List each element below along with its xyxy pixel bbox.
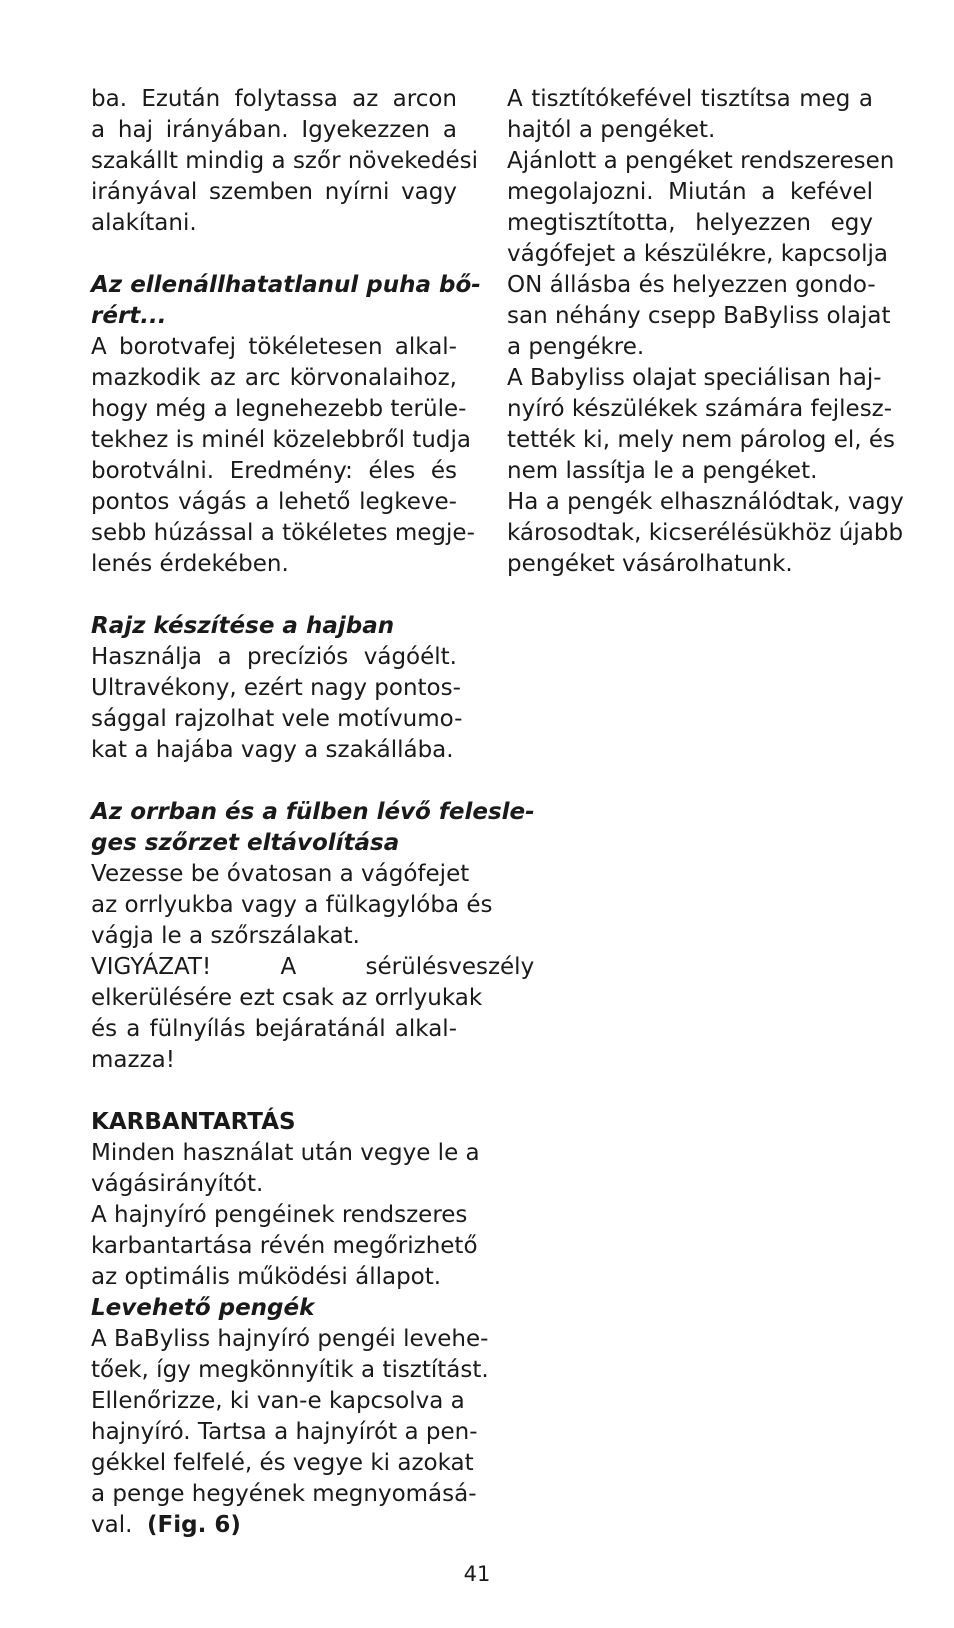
text-line: A Babyliss olajat speciálisan haj- — [507, 365, 882, 391]
text-line: szakállt mindig a szőr növekedési — [91, 148, 479, 174]
section-heading-nose-ear — [91, 797, 535, 859]
text-line-with-figure — [91, 1510, 457, 1541]
text-line: ON állásba és helyezzen gondo- — [507, 272, 876, 298]
text-line: vágja le a szőrszálakat. — [91, 923, 360, 949]
text-line: A hajnyíró pengéinek rendszeres — [91, 1202, 468, 1228]
text-line: tekhez is minél közelebbről tudja — [91, 427, 471, 453]
cleaning-paragraph — [507, 84, 873, 146]
text-line: sággal rajzolhat vele motívumo- — [91, 706, 463, 732]
text-line: hajnyíró. Tartsa a hajnyírót a pen- — [91, 1419, 478, 1445]
text-line: a pengékre. — [507, 334, 645, 360]
text-line: károsodtak, kicserélésükhöz újabb — [507, 520, 904, 546]
text-line: megtisztította, helyezzen egy — [507, 210, 873, 236]
text-line: karbantartása révén megőrizhető — [91, 1233, 478, 1259]
text-line: sebb húzással a tökéletes megje- — [91, 520, 475, 546]
text-line: borotválni. Eredmény: éles és — [91, 458, 457, 484]
text-line: A borotvafej tökéletesen alkal- — [91, 334, 457, 360]
maintenance-paragraph-3 — [91, 1324, 489, 1541]
maintenance-title: KARBANTARTÁS — [91, 1109, 296, 1135]
warning-paragraph — [91, 952, 535, 1076]
text-line: A tisztítókefével tisztítsa meg a — [507, 86, 873, 112]
left-column — [91, 84, 535, 1541]
text-line: Használja a precíziós vágóélt. — [91, 644, 457, 670]
text-line: hogy még a legnehezebb terüle- — [91, 396, 467, 422]
text-line: Ajánlott a pengéket rendszeresen — [507, 148, 895, 174]
text-line: san néhány csepp BaByliss olajat — [507, 303, 891, 329]
text-line: hajtól a pengéket. — [507, 117, 716, 143]
text-line: VIGYÁZAT! A sérülésveszély — [91, 954, 535, 980]
text-line: ba. Ezután folytassa az arcon — [91, 86, 457, 112]
replacement-paragraph — [507, 487, 904, 580]
text-line: irányával szemben nyírni vagy — [91, 179, 457, 205]
text-line: A BaByliss hajnyíró pengéi levehe- — [91, 1326, 489, 1352]
text-line: Ellenőrizze, ki van-e kapcsolva a — [91, 1388, 465, 1414]
text-line: Ha a pengék elhasználódtak, vagy — [507, 489, 904, 515]
text-line: az orrlyukba vagy a fülkagylóba és — [91, 892, 493, 918]
text-fragment: val. — [91, 1512, 133, 1538]
text-line: vágásirányítót. — [91, 1171, 264, 1197]
figure-reference: (Fig. 6) — [147, 1512, 241, 1538]
text-line: az optimális működési állapot. — [91, 1264, 442, 1290]
section-heading-drawing: Rajz készítése a hajban — [91, 613, 395, 639]
text-line: tették ki, mely nem párolog el, és — [507, 427, 896, 453]
text-line: Vezesse be óvatosan a vágófejet — [91, 861, 470, 887]
heading-line: rért... — [91, 303, 167, 329]
text-line: elkerülésére ezt csak az orrlyukak — [91, 985, 483, 1011]
section-body-drawing — [91, 642, 463, 766]
text-line: lenés érdekében. — [91, 551, 289, 577]
text-line: nem lassítja le a pengéket. — [507, 458, 818, 484]
maintenance-paragraph-1 — [91, 1138, 480, 1200]
heading-line: Az ellenállhatatlanul puha bő- — [91, 272, 481, 298]
heading-line: Az orrban és a fülben lévő felesle- — [91, 799, 535, 825]
text-line: és a fülnyílás bejáratánál alkal- — [91, 1016, 457, 1042]
text-line: kat a hajába vagy a szakállába. — [91, 737, 454, 763]
section-body-soft-skin — [91, 332, 475, 580]
text-line: pontos vágás a lehető legkeve- — [91, 489, 457, 515]
page-number: 41 — [463, 1562, 491, 1586]
heading-line: ges szőrzet eltávolítása — [91, 830, 400, 856]
text-line: vágófejet a készülékre, kapcsolja — [507, 241, 888, 267]
text-line: megolajozni. Miután a kefével — [507, 179, 873, 205]
text-line: pengéket vásárolhatunk. — [507, 551, 793, 577]
text-line: a haj irányában. Igyekezzen a — [91, 117, 457, 143]
text-line: a penge hegyének megnyomásá- — [91, 1481, 477, 1507]
oiling-paragraph — [507, 146, 895, 363]
section-heading-soft-skin — [91, 270, 481, 332]
right-column — [507, 84, 904, 580]
removable-blades-heading: Levehető pengék — [91, 1295, 315, 1321]
text-line: gékkel felfelé, és vegye ki azokat — [91, 1450, 474, 1476]
intro-paragraph — [91, 84, 479, 239]
text-line: tőek, így megkönnyítik a tisztítást. — [91, 1357, 489, 1383]
text-line: Minden használat után vegye le a — [91, 1140, 480, 1166]
text-line: mazkodik az arc körvonalaihoz, — [91, 365, 457, 391]
text-line: alakítani. — [91, 210, 197, 236]
oil-info-paragraph — [507, 363, 896, 487]
text-line: Ultravékony, ezért nagy pontos- — [91, 675, 461, 701]
text-line: mazza! — [91, 1047, 175, 1073]
maintenance-paragraph-2 — [91, 1200, 478, 1293]
text-line: nyíró készülékek számára fejlesz- — [507, 396, 893, 422]
section-body-nose-ear — [91, 859, 493, 952]
